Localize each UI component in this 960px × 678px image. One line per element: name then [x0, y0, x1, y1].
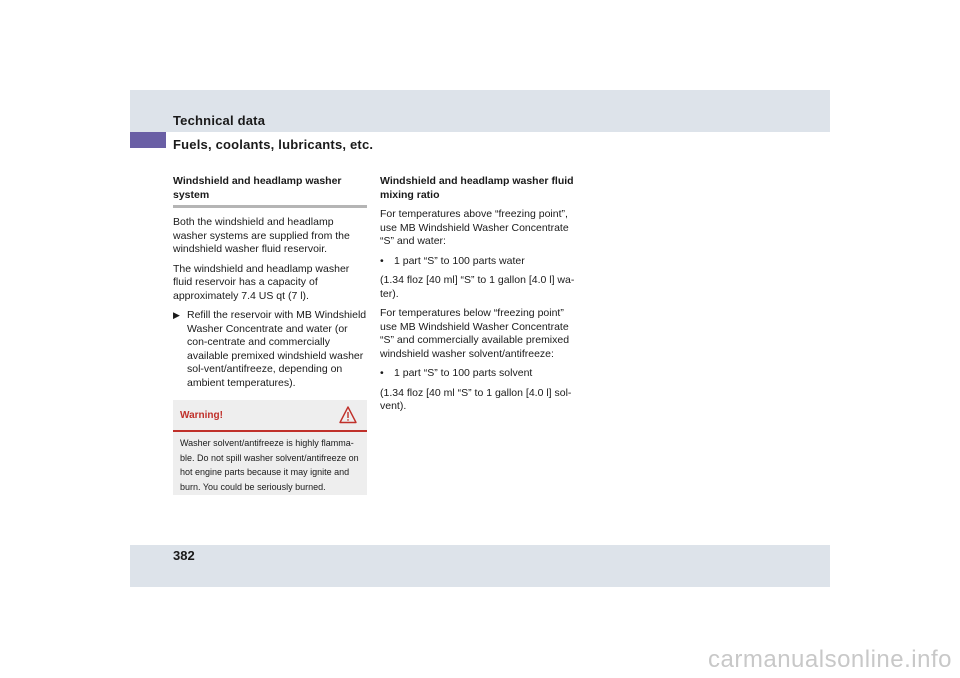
arrow-right-icon: ▶	[173, 310, 180, 320]
warning-label: Warning!	[180, 410, 223, 421]
left-paragraph-1: Both the windshield and headlamp washer systems are supplied from the windshield washer fluid reservoir.	[173, 216, 350, 255]
left-column	[173, 175, 369, 396]
bullet-icon: •	[380, 254, 384, 267]
heading-rule	[173, 205, 367, 208]
right-paragraph-2: (1.34 floz [40 ml] “S” to 1 gallon [4.0 l] wa-ter).	[380, 274, 575, 300]
page-number: 382	[173, 548, 195, 563]
right-paragraph-3: For temperatures below “freezing point” use MB Windshield Washer Concentrate “S” and commercially available premixed windshield washer solvent/antifreeze:	[380, 307, 570, 360]
instruction-item	[173, 309, 369, 390]
right-heading: Windshield and headlamp washer fluid mixing ratio	[380, 175, 574, 201]
warning-triangle-icon	[339, 406, 357, 424]
section-subtitle: Fuels, coolants, lubricants, etc.	[173, 137, 374, 152]
section-title: Technical data	[173, 113, 266, 128]
instruction-text: Refill the reservoir with MB Windshield Washer Concentrate and water (or con-centrate and commercially available premixed windshield washer sol-vent/antifreeze, depending on ambient temperatures).	[187, 309, 367, 389]
watermark: carmanualsonline.info	[708, 646, 952, 673]
warning-box	[173, 400, 367, 495]
right-paragraph-1: For temperatures above “freezing point”, use MB Windshield Washer Concentrate “S” and water:	[380, 208, 569, 247]
warning-text: Washer solvent/antifreeze is highly flamma-ble. Do not spill washer solvent/antifreeze on hot engine parts because it may ignite and burn. You could be seriously burned.	[180, 438, 359, 492]
bullet-text-1: 1 part “S” to 100 parts water	[394, 254, 525, 267]
right-column	[380, 175, 576, 420]
section-accent-tab	[130, 132, 166, 148]
left-heading: Windshield and headlamp washer system	[173, 175, 342, 201]
left-paragraph-2: The windshield and headlamp washer fluid reservoir has a capacity of approximately 7.4 US qt (7 l).	[173, 262, 350, 302]
warning-rule	[173, 430, 367, 432]
right-paragraph-4: (1.34 floz [40 ml “S” to 1 gallon [4.0 l] sol-vent).	[380, 386, 572, 412]
footer-band	[130, 545, 830, 587]
bullet-icon: •	[380, 367, 384, 379]
bullet-item-2	[380, 367, 576, 381]
bullet-text-2: 1 part “S” to 100 parts solvent	[394, 367, 533, 379]
bullet-item-1	[380, 255, 576, 269]
